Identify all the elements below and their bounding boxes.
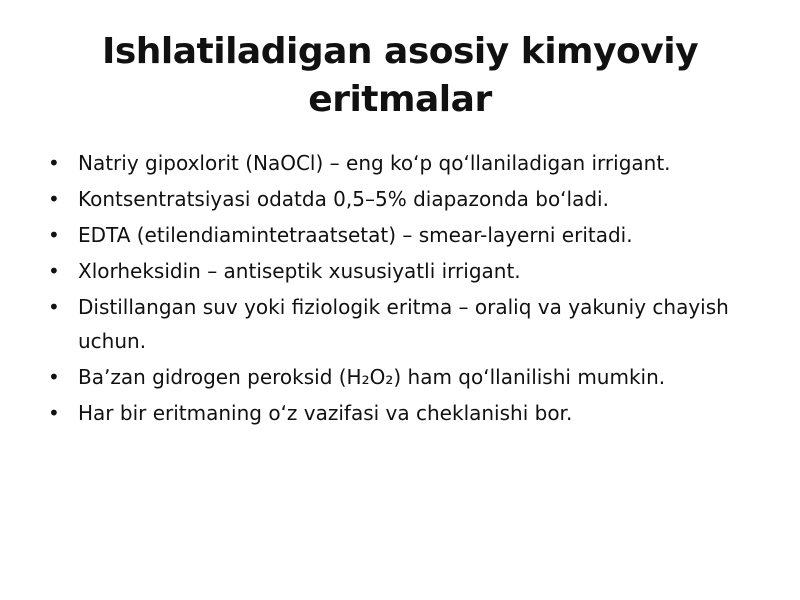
bullet-text: Har bir eritmaning oʻz vazifasi va cheklanishi bor. — [78, 401, 573, 425]
bullet-item — [46, 396, 746, 430]
bullet-icon: • — [48, 365, 60, 389]
bullet-text: Baʼzan gidrogen peroksid (H₂O₂) ham qoʻllanilishi mumkin. — [78, 365, 666, 389]
bullet-text: Xlorheksidin – antiseptik xususiyatli irrigant. — [78, 259, 521, 283]
bullet-item — [46, 182, 746, 216]
bullet-icon: • — [48, 259, 60, 283]
bullet-item — [46, 146, 746, 180]
bullet-text: Natriy gipoxlorit (NaOCl) – eng koʻp qoʻllaniladigan irrigant. — [78, 151, 671, 175]
bullet-item — [46, 254, 746, 288]
slide-title: Ishlatiladigan asosiy kimyoviy eritmalar — [101, 31, 699, 120]
bullet-icon: • — [48, 295, 60, 319]
bullet-text: EDTA (etilendiamintetraatsetat) – smear-layerni eritadi. — [78, 223, 633, 247]
bullet-text: Distillangan suv yoki fiziologik eritma – oraliq va yakuniy chayish uchun. — [78, 295, 729, 353]
bullet-icon: • — [48, 223, 60, 247]
bullet-item — [46, 290, 746, 358]
bullet-icon: • — [48, 151, 60, 175]
bullet-item — [46, 218, 746, 252]
bullet-icon: • — [48, 401, 60, 425]
bullet-item — [46, 360, 746, 394]
bullet-list — [46, 146, 746, 432]
bullet-icon: • — [48, 187, 60, 211]
bullet-text: Kontsentratsiyasi odatda 0,5–5% diapazonda boʻladi. — [78, 187, 609, 211]
